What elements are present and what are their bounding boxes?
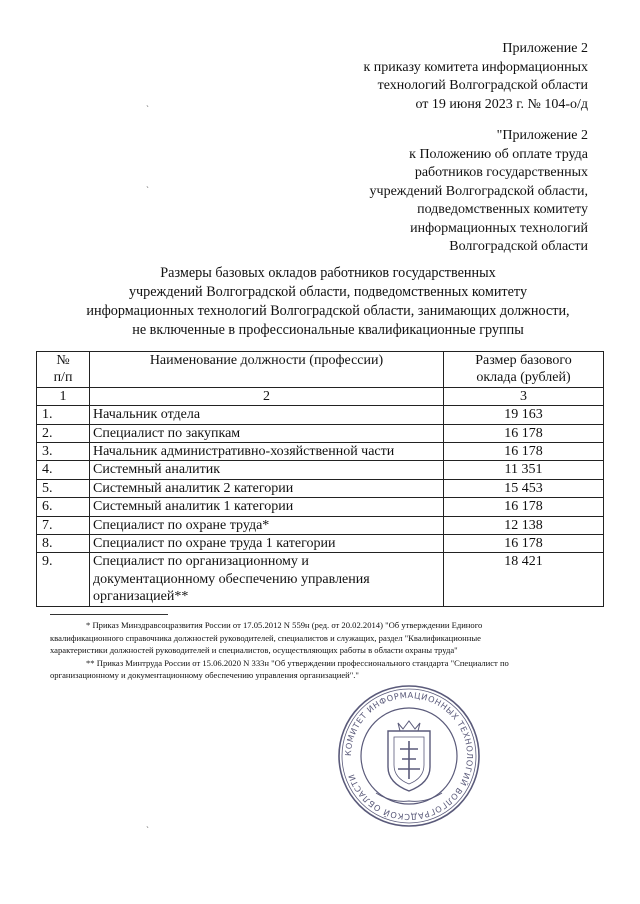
row-salary: 16 178	[444, 535, 604, 553]
regulation-title: "Приложение 2	[496, 128, 588, 143]
row-num: 7.	[37, 516, 90, 534]
footnote-divider	[50, 614, 168, 615]
header-salary-sub: оклада (рублей)	[476, 370, 571, 386]
column-number: 2	[90, 387, 444, 405]
row-num: 5.	[37, 479, 90, 497]
coat-of-arms-icon	[388, 721, 430, 791]
official-seal	[336, 683, 482, 829]
column-number: 1	[37, 387, 90, 405]
header-name: Наименование должности (профессии)	[149, 353, 384, 368]
row-position: Специалист по охране труда*	[90, 516, 444, 534]
regulation-header	[370, 127, 588, 257]
row-salary: 19 163	[444, 406, 604, 424]
regulation-line: к Положению об оплате труда	[409, 146, 588, 162]
footnote-1-line: * Приказ Минздравсоцразвития России от 17.05.2012 N 559н (ред. от 20.02.2014) "Об утверждении Единого	[86, 620, 483, 630]
row-salary: 15 453	[444, 479, 604, 497]
table-row	[37, 553, 604, 606]
row-num: 9.	[37, 553, 90, 606]
table-row	[37, 516, 604, 534]
row-num: 2.	[37, 424, 90, 442]
table-row	[37, 461, 604, 479]
row-position: Системный аналитик	[90, 461, 444, 479]
regulation-line: информационных технологий	[410, 220, 588, 236]
row-num: 3.	[37, 443, 90, 461]
table-row	[37, 443, 604, 461]
scan-mark: ˏ	[146, 178, 149, 188]
title-line: учреждений Волгоградской области, подведомственных комитету	[128, 284, 528, 300]
table-header-row	[37, 352, 604, 388]
row-position: Системный аналитик 1 категории	[90, 498, 444, 516]
appendix-title: Приложение 2	[502, 41, 588, 56]
row-position-line: организацией**	[93, 589, 189, 605]
row-salary: 11 351	[444, 461, 604, 479]
regulation-line: Волгоградской области	[449, 239, 588, 254]
footnote-2-line: организационному и документационному обеспечению управления организацией"."	[50, 670, 359, 681]
footnote-2-line: ** Приказ Минтруда России от 15.06.2020 N 333н "Об утверждении профессионального стандарта "Специалист по	[86, 657, 509, 668]
row-position-line: документационному обеспечению управления	[93, 571, 370, 587]
row-position: Начальник отдела	[90, 406, 444, 424]
title-line: информационных технологий Волгоградской области, занимающих должности,	[86, 303, 570, 319]
row-position: Начальник административно-хозяйственной части	[90, 443, 444, 461]
header-salary-cell	[444, 352, 604, 388]
row-num: 6.	[37, 498, 90, 516]
row-salary: 16 178	[444, 443, 604, 461]
table-row	[37, 406, 604, 424]
row-position: Специалист по охране труда 1 категории	[90, 535, 444, 553]
row-num: 1.	[37, 406, 90, 424]
table-row	[37, 535, 604, 553]
appendix-line: к приказу комитета информационных	[363, 59, 588, 75]
column-number: 3	[444, 387, 604, 405]
footnote-1-line: квалификационного справочника должностей руководителей, специалистов и служащих, раздел "Квалификационные	[50, 632, 481, 643]
row-num: 8.	[37, 535, 90, 553]
regulation-line: учреждений Волгоградской области,	[369, 183, 588, 199]
row-position: Системный аналитик 2 категории	[90, 479, 444, 497]
header-num-sub: п/п	[53, 370, 73, 386]
header-name-cell	[90, 352, 444, 388]
column-number-row	[37, 387, 604, 405]
regulation-line: подведомственных комитету	[417, 202, 588, 217]
appendix-header	[363, 40, 588, 114]
table-row	[37, 424, 604, 442]
row-position-line: Специалист по организационному и	[93, 554, 309, 570]
document-title	[40, 264, 616, 340]
row-salary: 12 138	[444, 516, 604, 534]
row-position	[90, 553, 444, 606]
seal-ribbon	[376, 793, 442, 801]
row-salary: 18 421	[444, 553, 604, 606]
regulation-line: работников государственных	[414, 165, 588, 180]
header-num: №	[56, 353, 70, 368]
row-num: 4.	[37, 461, 90, 479]
table-row	[37, 479, 604, 497]
scan-mark: ˏ	[146, 97, 149, 107]
scan-mark: ˏ	[146, 818, 149, 828]
footnote-1-line: характеристики должностей руководителей и специалистов, осуществляющих работы в области охраны труда"	[50, 645, 458, 656]
appendix-order-date: от 19 июня 2023 г. № 104-о/д	[415, 96, 588, 112]
footnotes	[50, 619, 616, 682]
header-salary: Размер базового	[475, 353, 572, 368]
title-line: Размеры базовых окладов работников государственных	[160, 265, 496, 281]
table-row	[37, 498, 604, 516]
row-position: Специалист по закупкам	[90, 424, 444, 442]
seal-ring-text: КОМИТЕТ ИНФОРМАЦИОННЫХ ТЕХНОЛОГИЙ ВОЛГОГРАДСКОЙ ОБЛАСТИ	[342, 689, 476, 823]
salary-table	[36, 351, 604, 607]
row-salary: 16 178	[444, 498, 604, 516]
header-num-cell	[37, 352, 90, 388]
title-line: не включенные в профессиональные квалификационные группы	[132, 322, 524, 338]
row-salary: 16 178	[444, 424, 604, 442]
appendix-line: технологий Волгоградской области	[377, 78, 588, 93]
